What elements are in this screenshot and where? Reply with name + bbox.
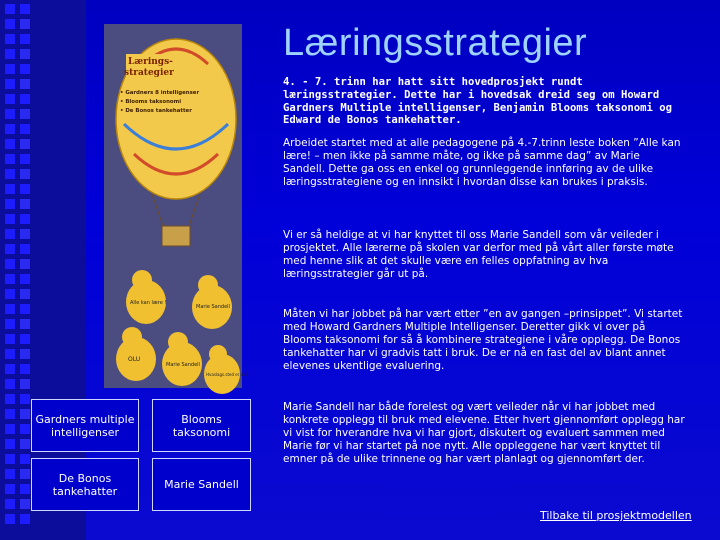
- bird-label: Alle kan lære !: [130, 300, 167, 306]
- blooms-taxonomy-button[interactable]: [152, 399, 251, 452]
- body-paragraph: Vi er så heldige at vi har knyttet til oss Marie Sandell som vår veileder i prosjektet. Alle lærerne på skolen var derfor med på vårt aller første møte med henne slik at det skulle være en felles oppfatning av hva læringsstrategier går ut på.: [283, 229, 674, 280]
- bird-label: OLU: [128, 356, 141, 363]
- back-to-project-model-link[interactable]: Tilbake til prosjektmodellen: [540, 509, 692, 522]
- body-paragraph: Arbeidet startet med at alle pedagogene på 4.-7.trinn leste boken ”Alle kan lære! – men ikke på samme måte, og ikke på samme dag” av Marie Sandell. Dette ga oss en enkel og grunnleggende innføring av de ulike læringsstrategiene og en innsikt i hvordan disse kan brukes i praksis.: [283, 137, 681, 188]
- poster-heading-line1: Lærings-: [128, 57, 173, 67]
- nav-box-label: De Bonos tankehatter: [52, 471, 118, 498]
- page-title: Læringsstrategier: [283, 22, 588, 64]
- poster-list-item: • De Bonos tankehatter: [120, 108, 192, 114]
- nav-box-label: Marie Sandell: [164, 478, 239, 491]
- gardners-intelligences-button[interactable]: [31, 399, 139, 452]
- nav-box-label: Gardners multiple intelligenser: [35, 412, 135, 439]
- decorative-squares: [5, 4, 15, 529]
- balloon-poster-image: [104, 24, 248, 388]
- poster-heading-line2: strategier: [124, 68, 174, 78]
- bird-label: Marie Sandell: [196, 304, 230, 310]
- nav-box-label: Blooms taksonomi: [172, 412, 231, 439]
- body-paragraph: Marie Sandell har både forelest og vært veileder når vi har jobbet med konkrete opplegg til bruk med elevene. Etter hvert gjennomført opplegg har vi vist for hverandre hva vi har gjort, diskutert og evaluert sammen med Marie før vi har startet på noe nytt. Alle oppleggene har vært knyttet til emner på de ulike trinnene og har vært planlagt og gjennomført der.: [283, 401, 685, 465]
- poster-illustration: [104, 24, 248, 388]
- body-paragraph: Måten vi har jobbet på har vært etter ”en av gangen –prinsippet”. Vi startet med Howard Gardners Multiple Intelligenser. Deretter gikk vi over på Blooms taksonomi for så å kombinere strategiene i våre opplegg. De Bonos tankehatter har vi gradvis tatt i bruk. De er nå en fast del av blant annet elevenes ukentlige evaluering.: [283, 308, 683, 372]
- marie-sandell-button[interactable]: [152, 458, 251, 511]
- bird-label: Hvaslags.sted er du?: [206, 372, 248, 377]
- poster-list-item: • Blooms taksonomi: [120, 99, 182, 105]
- de-bonos-hats-button[interactable]: [31, 458, 139, 511]
- bird-label: Marie Sandell: [166, 362, 200, 368]
- poster-list-item: • Gardners 8 intelligenser: [120, 90, 200, 96]
- decorative-squares: [20, 4, 30, 529]
- intro-text: 4. - 7. trinn har hatt sitt hovedprosjekt rundt læringsstrategier. Dette har i hovedsak dreid seg om Howard Gardners Multiple intelligenser, Benjamin Blooms taksonomi og Edward de Bonos tankehatter.: [283, 76, 673, 127]
